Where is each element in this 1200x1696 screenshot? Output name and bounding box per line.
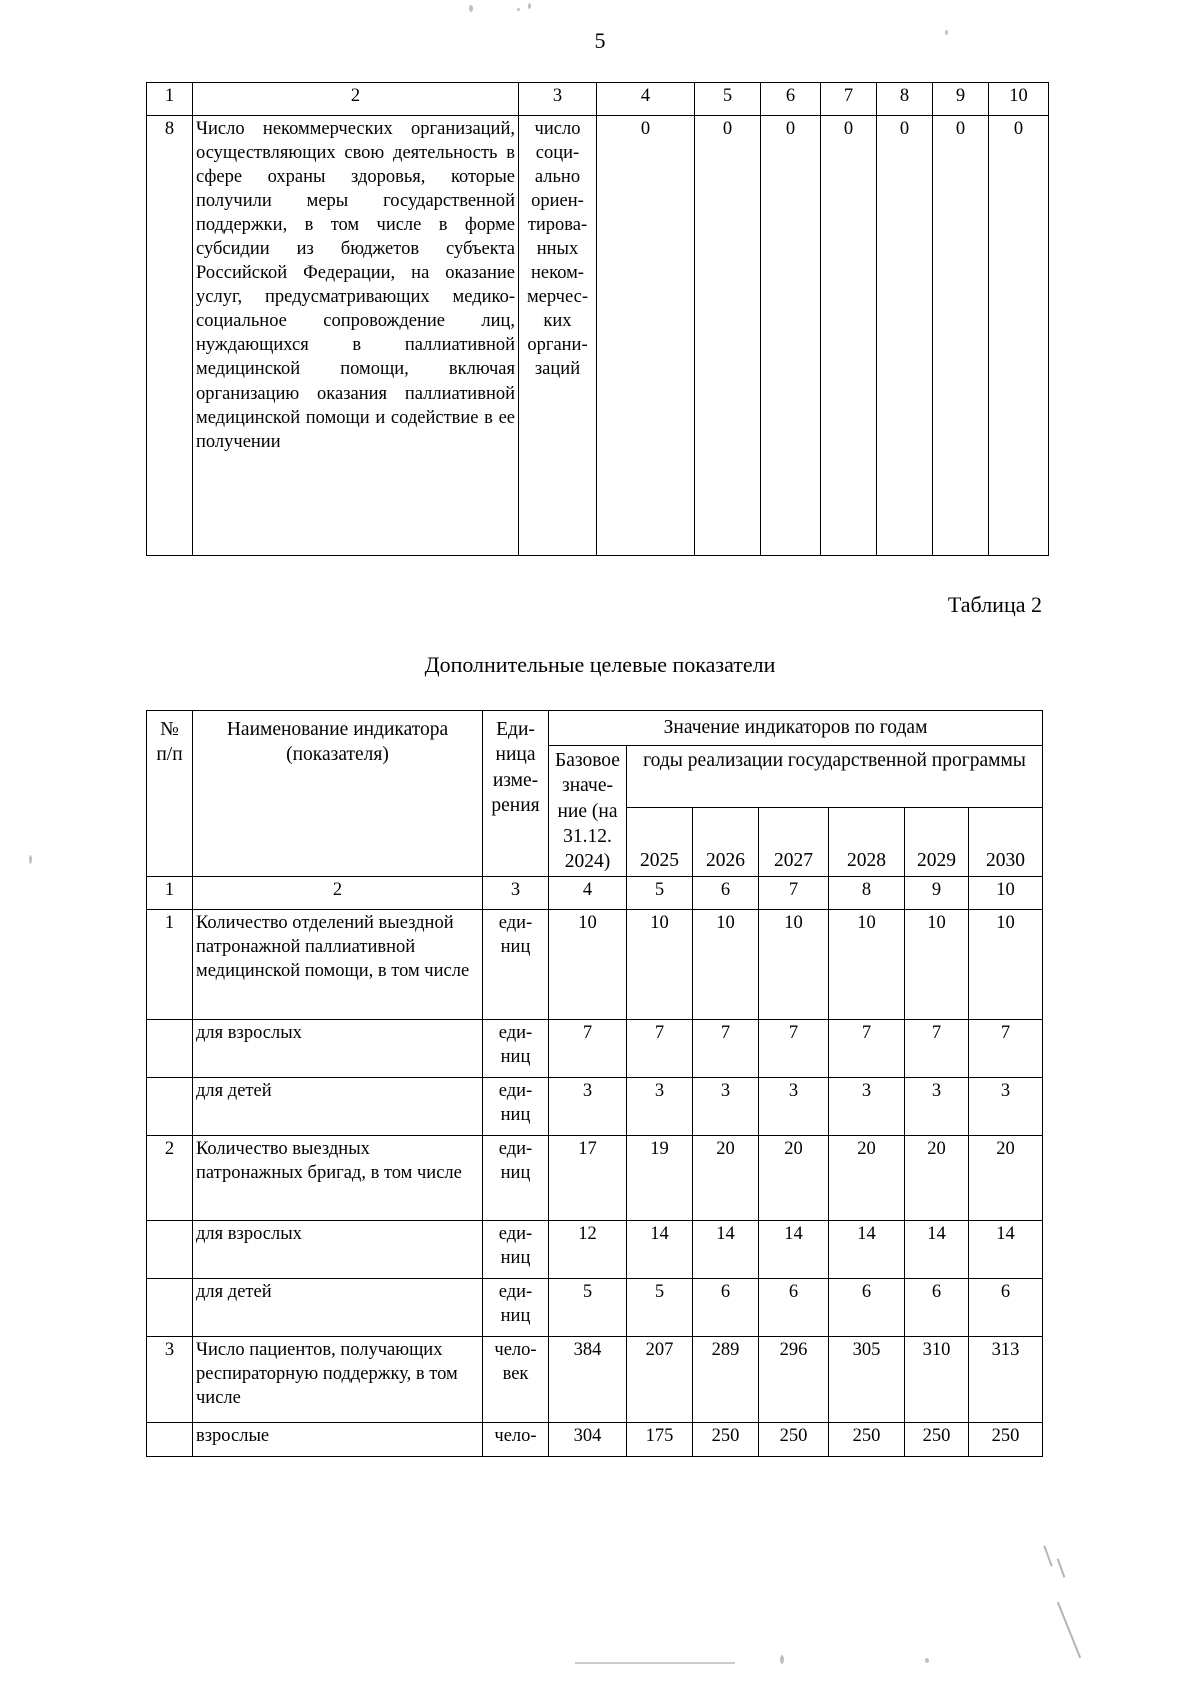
table-row [147,909,1043,1019]
value-2030: 10 [969,909,1043,1019]
value-2028: 7 [829,1019,905,1077]
scan-speck [925,1658,929,1663]
unit-line: век [502,1363,529,1384]
value-2030: 14 [969,1220,1043,1278]
value-2027: 0 [821,116,877,556]
unit-of-measure [483,1336,549,1422]
value-2025: 5 [627,1278,693,1336]
header-year-2025: 2025 [627,808,693,876]
table-row [147,1077,1043,1135]
value-base: 3 [549,1077,627,1135]
col-number-7: 7 [821,83,877,116]
header-unit-line: рения [491,795,540,817]
header-no [147,711,193,877]
value-base: 17 [549,1135,627,1220]
value-2025: 0 [695,116,761,556]
unit-line: число [534,119,581,139]
value-2026: 10 [693,909,759,1019]
scan-scratch [575,1662,735,1664]
value-2028: 20 [829,1135,905,1220]
indicator-name: Количество отделений выездной патронажной паллиативной медицинской помощи, в том числе [193,909,483,1019]
value-2029: 250 [905,1422,969,1456]
table-row-column-numbers [147,83,1049,116]
header-year-2030: 2030 [969,808,1043,876]
header-program-years-group: годы реализации государственной программы [627,746,1043,808]
scan-scratch [1057,1558,1066,1577]
table-row [147,1422,1043,1456]
unit-of-measure [483,1019,549,1077]
header-name-line1: Наименование индикатора [226,719,449,740]
indicator-name: взрослые [193,1422,483,1456]
value-2029: 10 [905,909,969,1019]
unit-line: ниц [500,1247,531,1268]
col-number-9: 9 [905,876,969,909]
unit-line: ниц [500,936,531,957]
col-number-5: 5 [695,83,761,116]
col-number-7: 7 [759,876,829,909]
unit-line: чело- [494,1339,537,1360]
unit-of-measure [519,116,597,556]
value-2027: 20 [759,1135,829,1220]
value-base: 10 [549,909,627,1019]
value-2028: 305 [829,1336,905,1422]
scan-scratch [1043,1545,1052,1566]
table-row [147,1278,1043,1336]
scan-speck [469,5,473,12]
unit-line: ниц [500,1046,531,1067]
scan-speck [29,855,32,864]
unit-line: тирова- [527,215,588,236]
value-base: 304 [549,1422,627,1456]
value-2028: 0 [877,116,933,556]
value-2026: 3 [693,1077,759,1135]
unit-of-measure [483,1278,549,1336]
unit-line: органи- [527,335,588,356]
header-indicator-name [193,711,483,877]
indicator-name: Число пациентов, получающих респираторную поддержку, в том числе [193,1336,483,1422]
unit-line: чело- [494,1425,537,1446]
value-2027: 6 [759,1278,829,1336]
value-2028: 250 [829,1422,905,1456]
table-row [147,1135,1043,1220]
value-2029: 14 [905,1220,969,1278]
col-number-5: 5 [627,876,693,909]
header-unit-line: Еди- [496,719,535,740]
value-base: 5 [549,1278,627,1336]
unit-line: мерчес- [526,287,589,308]
header-no-line1: № [160,719,179,740]
value-2029: 0 [933,116,989,556]
indicator-name: для детей [193,1077,483,1135]
unit-line: еди- [498,1022,533,1043]
value-2026: 7 [693,1019,759,1077]
header-base-line: значе- [562,775,613,797]
value-2029: 6 [905,1278,969,1336]
value-2027: 14 [759,1220,829,1278]
header-unit-line: изме- [492,769,539,791]
value-2027: 7 [759,1019,829,1077]
value-2025: 3 [627,1077,693,1135]
header-unit [483,711,549,877]
col-number-3: 3 [519,83,597,116]
unit-line: ких [543,311,572,332]
row-number: 3 [147,1336,193,1422]
unit-line: еди- [498,912,533,933]
col-number-1: 1 [147,83,193,116]
value-2028: 10 [829,909,905,1019]
unit-of-measure [483,1077,549,1135]
value-2030: 6 [969,1278,1043,1336]
indicators-table-continued [146,82,1049,556]
table-1-continuation [146,82,1042,556]
unit-line: еди- [498,1080,533,1101]
value-2026: 6 [693,1278,759,1336]
value-2026: 289 [693,1336,759,1422]
value-2028: 14 [829,1220,905,1278]
unit-line: ориен- [531,191,584,212]
value-2027: 250 [759,1422,829,1456]
unit-of-measure [483,1422,549,1456]
value-2029: 7 [905,1019,969,1077]
unit-line: заций [534,359,581,380]
unit-line: нных [536,239,579,260]
row-number [147,1077,193,1135]
value-2027: 10 [759,909,829,1019]
header-base-line: Базовое [555,750,620,771]
value-base: 12 [549,1220,627,1278]
value-2030: 20 [969,1135,1043,1220]
indicator-name: для взрослых [193,1220,483,1278]
row-number [147,1220,193,1278]
col-number-3: 3 [483,876,549,909]
value-2030: 313 [969,1336,1043,1422]
col-number-4: 4 [597,83,695,116]
value-2029: 310 [905,1336,969,1422]
unit-line: неком- [531,263,584,284]
value-2025: 14 [627,1220,693,1278]
indicator-name: Число некоммерческих организаций, осуществляющих свою деятельность в сфере охраны здоровья, которые получили меры государственной поддержки, в том числе в форме субсидии из бюджетов субъекта Российской Федерации, на оказание услуг, предусматривающих медико-социальное сопровождение лиц, нуждающихся в паллиативной медицинской помощи, включая организацию оказания паллиативной медицинской помощи и содействие в ее получении [193,116,519,556]
unit-line: ально [534,167,581,188]
unit-line: еди- [498,1281,533,1302]
header-base-line: 31.12. [563,826,612,848]
row-number [147,1278,193,1336]
table-2-wrapper [146,710,1042,1457]
unit-line: ниц [500,1305,531,1326]
value-2030: 7 [969,1019,1043,1077]
page-number: 5 [594,28,606,53]
value-base: 384 [549,1336,627,1422]
header-year-2028: 2028 [829,808,905,876]
value-2027: 296 [759,1336,829,1422]
value-2025: 207 [627,1336,693,1422]
scan-scratch [1057,1602,1081,1658]
value-2025: 10 [627,909,693,1019]
col-number-2: 2 [193,876,483,909]
unit-of-measure [483,909,549,1019]
unit-line: соци- [535,143,580,164]
unit-line: еди- [498,1223,533,1244]
value-2030: 3 [969,1077,1043,1135]
header-unit-line: ница [495,744,536,766]
table-row-column-numbers [147,876,1043,909]
scan-speck [528,3,531,9]
header-base-line: ние (на [557,800,618,822]
unit-line: еди- [498,1138,533,1159]
value-2026: 250 [693,1422,759,1456]
row-number [147,1422,193,1456]
value-2027: 3 [759,1077,829,1135]
value-2029: 20 [905,1135,969,1220]
value-2025: 7 [627,1019,693,1077]
value-base: 0 [597,116,695,556]
value-2026: 0 [761,116,821,556]
value-2026: 14 [693,1220,759,1278]
col-number-9: 9 [933,83,989,116]
row-number: 2 [147,1135,193,1220]
header-name-line2: (показателя) [286,744,389,766]
scan-speck [945,30,948,35]
unit-line: ниц [500,1104,531,1125]
unit-of-measure [483,1135,549,1220]
table-row [147,1019,1043,1077]
header-no-line2: п/п [156,744,183,766]
value-2028: 6 [829,1278,905,1336]
table-row [147,116,1049,556]
table-label: Таблица 2 [947,592,1042,617]
value-2025: 19 [627,1135,693,1220]
table-row [147,1220,1043,1278]
col-number-2: 2 [193,83,519,116]
row-number [147,1019,193,1077]
row-number: 1 [147,909,193,1019]
header-base-value [549,746,627,877]
col-number-8: 8 [829,876,905,909]
indicator-name: Количество выездных патронажных бригад, в том числе [193,1135,483,1220]
value-2026: 20 [693,1135,759,1220]
table-header-row [147,711,1043,746]
col-number-6: 6 [761,83,821,116]
indicator-name: для детей [193,1278,483,1336]
header-year-2029: 2029 [905,808,969,876]
header-year-2027: 2027 [759,808,829,876]
col-number-10: 10 [969,876,1043,909]
value-2028: 3 [829,1077,905,1135]
value-2029: 3 [905,1077,969,1135]
value-base: 7 [549,1019,627,1077]
unit-of-measure [483,1220,549,1278]
value-2025: 175 [627,1422,693,1456]
value-2030: 250 [969,1422,1043,1456]
scan-speck [780,1655,784,1664]
header-year-2026: 2026 [693,808,759,876]
col-number-10: 10 [989,83,1049,116]
table-row [147,1336,1043,1422]
unit-line: ниц [500,1162,531,1183]
col-number-1: 1 [147,876,193,909]
additional-indicators-table [146,710,1043,1457]
col-number-4: 4 [549,876,627,909]
indicator-name: для взрослых [193,1019,483,1077]
header-base-line: 2024) [564,851,611,873]
header-values-group: Значение индикаторов по годам [549,711,1043,746]
row-number: 8 [147,116,193,556]
table-title: Дополнительные целевые показатели [424,652,776,677]
value-2030: 0 [989,116,1049,556]
col-number-8: 8 [877,83,933,116]
scan-speck [517,8,520,11]
col-number-6: 6 [693,876,759,909]
